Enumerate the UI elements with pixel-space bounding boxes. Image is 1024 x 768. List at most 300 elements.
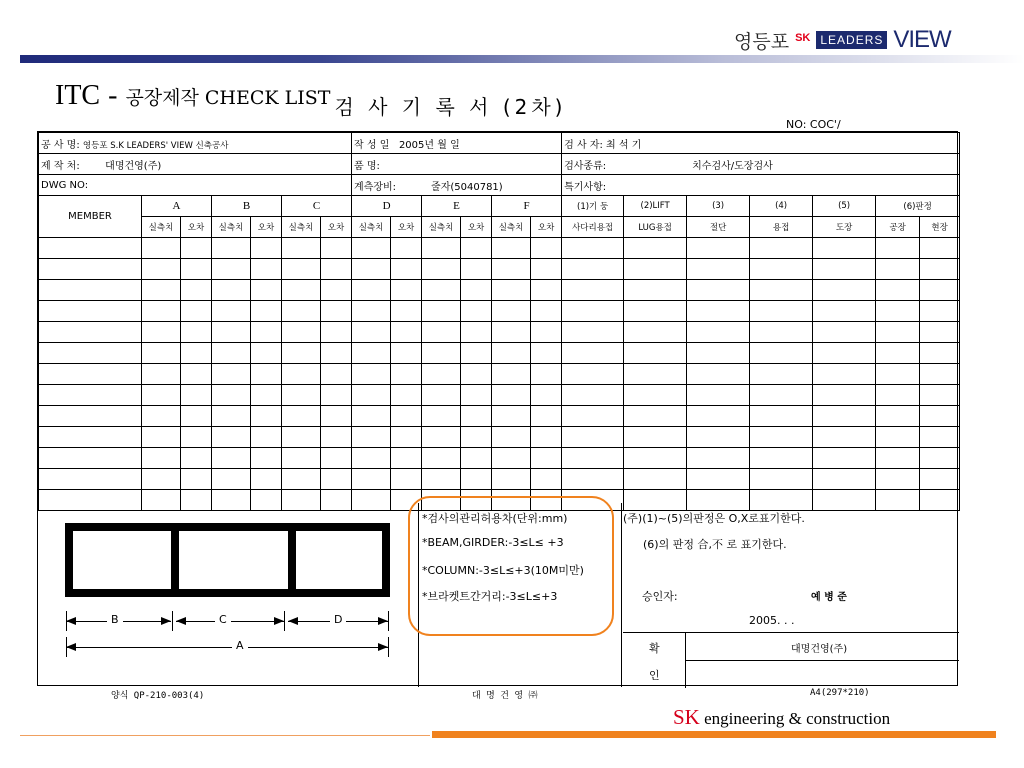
table-cell[interactable] [181,469,212,490]
table-cell[interactable] [492,259,531,280]
table-cell[interactable] [531,385,562,406]
check-header-1-top: (1)기 둥 [562,196,624,217]
table-cell[interactable] [813,427,876,448]
table-cell[interactable] [624,280,687,301]
table-cell[interactable] [422,469,461,490]
table-cell[interactable] [181,385,212,406]
table-cell[interactable] [422,343,461,364]
table-cell[interactable] [321,364,352,385]
table-cell[interactable] [251,364,282,385]
table-cell[interactable] [813,238,876,259]
table-cell[interactable] [687,343,750,364]
footer-brand-text: engineering & construction [699,709,891,728]
table-cell[interactable] [352,469,391,490]
dwg-cell [39,175,352,196]
table-cell[interactable] [352,280,391,301]
title-document: 검 사 기 록 서 (2차) [334,95,567,119]
table-cell[interactable] [391,364,422,385]
arrow-right-icon [274,617,284,625]
error-header: 오차 [531,217,562,238]
title-dash: - [108,80,118,111]
lower-section [38,503,959,687]
table-cell[interactable] [750,406,813,427]
table-cell[interactable] [142,448,181,469]
form-number: 양식 QP-210-003(4) [111,691,205,701]
table-cell[interactable] [321,469,352,490]
table-cell[interactable] [39,427,142,448]
table-cell[interactable] [461,238,492,259]
dim-label-b: B [107,613,123,626]
table-cell[interactable] [876,364,920,385]
table-cell[interactable] [876,343,920,364]
table-cell[interactable] [461,343,492,364]
table-cell[interactable] [212,322,251,343]
table-cell[interactable] [876,301,920,322]
table-cell[interactable] [282,364,321,385]
table-cell[interactable] [251,322,282,343]
table-cell[interactable] [391,238,422,259]
table-cell[interactable] [352,364,391,385]
table-cell[interactable] [461,469,492,490]
table-cell[interactable] [562,469,624,490]
table-cell[interactable] [181,301,212,322]
table-cell[interactable] [920,364,960,385]
check-header-1-bottom: 사다리용접 [562,217,624,238]
table-cell[interactable] [212,238,251,259]
table-cell[interactable] [624,385,687,406]
table-cell[interactable] [181,406,212,427]
table-cell[interactable] [142,385,181,406]
table-cell[interactable] [920,448,960,469]
table-cell[interactable] [492,322,531,343]
member-row [39,427,960,448]
table-cell[interactable] [750,448,813,469]
table-cell[interactable] [352,301,391,322]
table-cell[interactable] [181,259,212,280]
item-label: 품 명: [354,160,380,172]
table-cell[interactable] [461,385,492,406]
table-cell[interactable] [624,364,687,385]
table-cell[interactable] [920,469,960,490]
table-cell[interactable] [492,427,531,448]
table-cell[interactable] [282,343,321,364]
table-cell[interactable] [422,259,461,280]
table-cell[interactable] [391,280,422,301]
table-cell[interactable] [461,259,492,280]
table-cell[interactable] [492,343,531,364]
inspector-label: 검 사 자: [564,139,603,151]
table-cell[interactable] [142,364,181,385]
table-cell[interactable] [687,469,750,490]
equip-label: 계측장비: [354,181,397,193]
grid-divider [685,660,959,661]
table-cell[interactable] [531,343,562,364]
table-cell[interactable] [391,322,422,343]
table-cell[interactable] [492,469,531,490]
table-cell[interactable] [321,406,352,427]
table-cell[interactable] [813,385,876,406]
date-cell [352,133,562,154]
table-cell[interactable] [492,448,531,469]
group-header-f: F [492,196,562,217]
table-cell[interactable] [391,301,422,322]
table-cell[interactable] [687,406,750,427]
inspector-value: 최 석 기 [606,139,642,151]
table-cell[interactable] [492,301,531,322]
table-cell[interactable] [251,469,282,490]
table-cell[interactable] [391,343,422,364]
tolerance-line-4: *브라켓트간거리:-3≤L≤+3 [422,590,558,603]
table-cell[interactable] [212,301,251,322]
table-cell[interactable] [391,469,422,490]
table-cell[interactable] [212,427,251,448]
group-header-b: B [212,196,282,217]
table-cell[interactable] [251,259,282,280]
table-cell[interactable] [562,406,624,427]
table-cell[interactable] [531,301,562,322]
table-cell[interactable] [391,427,422,448]
table-cell[interactable] [750,385,813,406]
table-cell[interactable] [282,448,321,469]
table-cell[interactable] [321,427,352,448]
member-row [39,385,960,406]
table-cell[interactable] [39,385,142,406]
table-cell[interactable] [352,238,391,259]
table-cell[interactable] [212,259,251,280]
table-cell[interactable] [813,343,876,364]
table-cell[interactable] [461,280,492,301]
table-cell[interactable] [212,343,251,364]
table-cell[interactable] [750,364,813,385]
table-cell[interactable] [876,469,920,490]
table-cell[interactable] [251,343,282,364]
table-cell[interactable] [750,259,813,280]
dim-tick [388,611,389,631]
table-cell[interactable] [813,322,876,343]
table-cell[interactable] [461,406,492,427]
table-cell[interactable] [813,406,876,427]
table-cell[interactable] [352,259,391,280]
table-cell[interactable] [562,238,624,259]
table-cell[interactable] [687,259,750,280]
table-cell[interactable] [562,385,624,406]
table-cell[interactable] [624,406,687,427]
table-cell[interactable] [562,301,624,322]
table-cell[interactable] [352,322,391,343]
measure-header: 실측치 [142,217,181,238]
judge-site-header: 현장 [920,217,960,238]
table-cell[interactable] [492,406,531,427]
member-row [39,406,960,427]
table-cell[interactable] [531,427,562,448]
table-cell[interactable] [352,427,391,448]
table-cell[interactable] [142,322,181,343]
table-cell[interactable] [391,406,422,427]
dim-line-a [66,647,388,648]
table-cell[interactable] [813,364,876,385]
table-cell[interactable] [531,280,562,301]
table-cell[interactable] [39,301,142,322]
table-cell[interactable] [920,322,960,343]
table-cell[interactable] [461,301,492,322]
table-cell[interactable] [251,280,282,301]
project-label: 공 사 명: [41,139,80,151]
table-cell[interactable] [391,448,422,469]
table-cell[interactable] [492,364,531,385]
dim-tick [388,637,389,657]
table-cell[interactable] [39,280,142,301]
table-cell[interactable] [687,280,750,301]
table-cell[interactable] [142,343,181,364]
member-row [39,448,960,469]
table-cell[interactable] [750,427,813,448]
table-cell[interactable] [920,280,960,301]
table-cell[interactable] [876,259,920,280]
brand-leaders: LEADERS [816,31,887,49]
table-cell[interactable] [624,301,687,322]
table-cell[interactable] [39,343,142,364]
table-cell[interactable] [352,406,391,427]
table-cell[interactable] [352,448,391,469]
table-cell[interactable] [461,322,492,343]
table-cell[interactable] [531,469,562,490]
table-cell[interactable] [492,280,531,301]
check-header-5-top: (5) [813,196,876,217]
table-cell[interactable] [212,364,251,385]
table-cell[interactable] [212,469,251,490]
table-cell[interactable] [531,364,562,385]
arrow-left-icon [288,617,298,625]
table-cell[interactable] [181,427,212,448]
table-cell[interactable] [624,322,687,343]
table-cell[interactable] [282,238,321,259]
table-cell[interactable] [212,280,251,301]
table-cell[interactable] [687,322,750,343]
table-cell[interactable] [687,385,750,406]
table-cell[interactable] [282,259,321,280]
table-cell[interactable] [391,385,422,406]
table-cell[interactable] [461,427,492,448]
table-cell[interactable] [251,238,282,259]
table-cell[interactable] [562,364,624,385]
table-cell[interactable] [39,448,142,469]
table-cell[interactable] [181,448,212,469]
arrow-left-icon [66,617,76,625]
brand-sk: SK [795,32,811,44]
footer-brand-sk: SK [673,705,700,729]
table-cell[interactable] [39,322,142,343]
table-cell[interactable] [251,427,282,448]
table-cell[interactable] [422,406,461,427]
table-cell[interactable] [624,238,687,259]
table-cell[interactable] [562,322,624,343]
measure-header: 실측치 [212,217,251,238]
header-row-3 [39,175,960,196]
table-cell[interactable] [750,238,813,259]
table-cell[interactable] [624,259,687,280]
table-cell[interactable] [624,448,687,469]
table-cell[interactable] [142,427,181,448]
table-cell[interactable] [461,448,492,469]
table-cell[interactable] [876,406,920,427]
table-cell[interactable] [181,343,212,364]
judge-factory-header: 공장 [876,217,920,238]
table-cell[interactable] [142,280,181,301]
table-cell[interactable] [750,343,813,364]
table-cell[interactable] [251,448,282,469]
table-cell[interactable] [39,238,142,259]
dim-label-c: C [215,613,231,626]
table-cell[interactable] [920,406,960,427]
table-cell[interactable] [687,301,750,322]
table-cell[interactable] [876,385,920,406]
table-cell[interactable] [422,448,461,469]
table-cell[interactable] [251,385,282,406]
table-cell[interactable] [562,343,624,364]
table-cell[interactable] [492,385,531,406]
table-cell[interactable] [282,322,321,343]
table-cell[interactable] [39,469,142,490]
table-cell[interactable] [321,259,352,280]
table-cell[interactable] [531,322,562,343]
table-cell[interactable] [687,448,750,469]
table-cell[interactable] [181,280,212,301]
arrow-right-icon [378,617,388,625]
table-cell[interactable] [321,322,352,343]
confirm-label-2: 인 [649,669,660,682]
check-header-3-top: (3) [687,196,750,217]
table-cell[interactable] [562,259,624,280]
table-cell[interactable] [562,280,624,301]
table-cell[interactable] [813,259,876,280]
table-cell[interactable] [876,448,920,469]
table-cell[interactable] [813,448,876,469]
table-cell[interactable] [142,238,181,259]
table-cell[interactable] [562,427,624,448]
table-cell[interactable] [39,259,142,280]
table-cell[interactable] [251,406,282,427]
table-cell[interactable] [321,385,352,406]
table-cell[interactable] [531,406,562,427]
table-cell[interactable] [750,301,813,322]
table-cell[interactable] [142,301,181,322]
table-cell[interactable] [422,238,461,259]
table-cell[interactable] [531,259,562,280]
table-cell[interactable] [422,280,461,301]
error-header: 오차 [251,217,282,238]
table-cell[interactable] [920,301,960,322]
table-cell[interactable] [422,301,461,322]
arrow-right-icon [378,643,388,651]
table-cell[interactable] [920,343,960,364]
table-cell[interactable] [750,322,813,343]
approver-label: 승인자: [642,590,678,603]
table-cell[interactable] [687,427,750,448]
table-cell[interactable] [212,448,251,469]
table-cell[interactable] [142,259,181,280]
tolerance-line-1: *검사의관리허용차(단위:mm) [422,512,568,525]
inspection-table [38,132,960,511]
error-header: 오차 [461,217,492,238]
table-cell[interactable] [813,280,876,301]
table-cell[interactable] [813,301,876,322]
table-cell[interactable] [212,406,251,427]
table-cell[interactable] [422,385,461,406]
table-cell[interactable] [282,301,321,322]
group-header-c: C [282,196,352,217]
dwg-label: DWG NO: [41,179,89,191]
table-cell[interactable] [531,238,562,259]
table-cell[interactable] [282,280,321,301]
table-cell[interactable] [142,469,181,490]
table-cell[interactable] [920,238,960,259]
table-cell[interactable] [251,301,282,322]
table-cell[interactable] [422,322,461,343]
table-cell[interactable] [562,448,624,469]
table-cell[interactable] [876,427,920,448]
table-cell[interactable] [531,448,562,469]
dim-tick [284,611,285,631]
table-cell[interactable] [422,364,461,385]
table-cell[interactable] [876,280,920,301]
table-cell[interactable] [750,280,813,301]
table-cell[interactable] [920,427,960,448]
table-cell[interactable] [461,364,492,385]
table-cell[interactable] [282,385,321,406]
table-cell[interactable] [181,364,212,385]
document-number: NO: COC'/ [786,118,841,131]
header-row-2 [39,154,960,175]
table-cell[interactable] [624,469,687,490]
table-cell[interactable] [876,238,920,259]
table-cell[interactable] [352,385,391,406]
check-header-4-top: (4) [750,196,813,217]
type-label: 검사종류: [564,160,607,172]
table-cell[interactable] [920,385,960,406]
table-cell[interactable] [321,301,352,322]
table-cell[interactable] [321,343,352,364]
table-cell[interactable] [142,406,181,427]
table-cell[interactable] [624,343,687,364]
table-cell[interactable] [422,427,461,448]
table-cell[interactable] [876,322,920,343]
title-subtitle: 공장제작 CHECK LIST [125,87,331,109]
table-cell[interactable] [212,385,251,406]
table-cell[interactable] [39,406,142,427]
table-cell[interactable] [624,427,687,448]
judge-header: (6)판정 [876,196,960,217]
table-cell[interactable] [181,238,212,259]
table-cell[interactable] [39,364,142,385]
table-cell[interactable] [282,427,321,448]
table-cell[interactable] [687,364,750,385]
table-cell[interactable] [391,259,422,280]
group-header-d: D [352,196,422,217]
table-cell[interactable] [750,469,813,490]
table-cell[interactable] [321,238,352,259]
table-cell[interactable] [352,343,391,364]
table-cell[interactable] [282,406,321,427]
table-cell[interactable] [321,280,352,301]
table-cell[interactable] [920,259,960,280]
table-cell[interactable] [687,238,750,259]
table-cell[interactable] [181,322,212,343]
table-cell[interactable] [813,469,876,490]
type-cell [562,154,960,175]
table-cell[interactable] [282,469,321,490]
table-cell[interactable] [321,448,352,469]
table-cell[interactable] [492,238,531,259]
